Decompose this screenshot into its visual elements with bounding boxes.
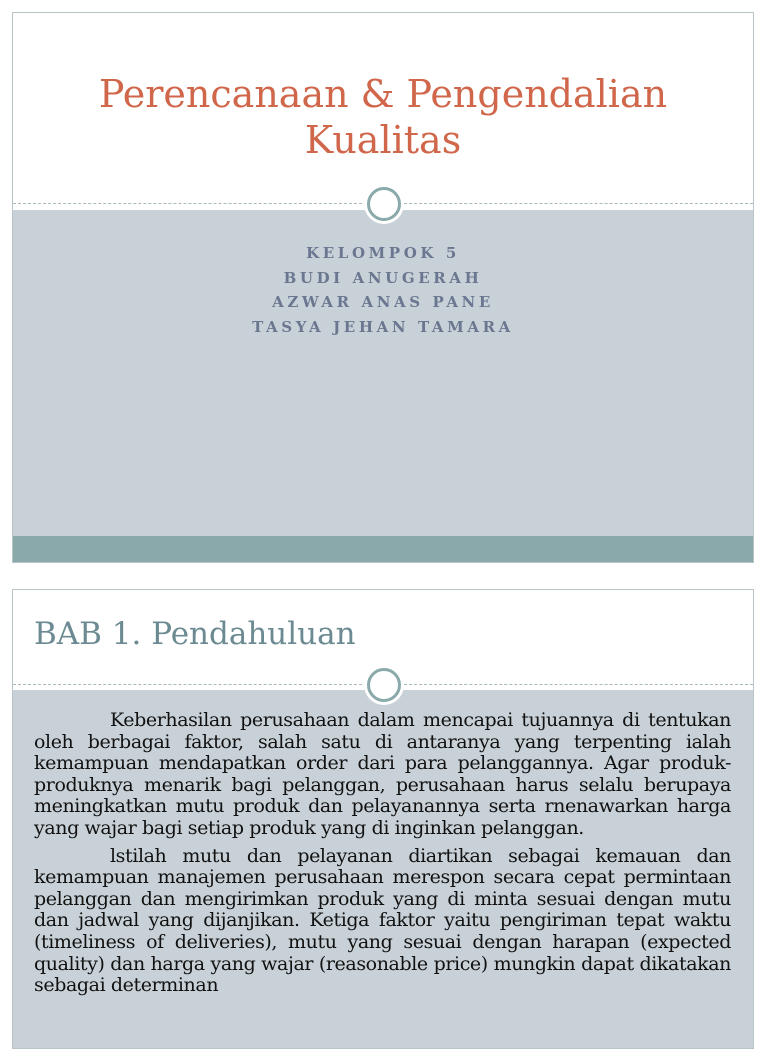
subtitle-member: AZWAR ANAS PANE (272, 293, 494, 311)
main-title-line-2: Kualitas (304, 118, 462, 162)
body-text (34, 710, 731, 1003)
subtitle-member: TASYA JEHAN TAMARA (252, 317, 514, 336)
content-slide (12, 589, 754, 1049)
paragraph: Keberhasilan perusahaan dalam mencapai tujuannya di tentukan oleh berbagai faktor, salah satu di antaranya yang terpenting ialah kemampuan mendapatkan order dari para pelanggannya. Agar produk-produknya menarik bagi pelanggan, perusahaan harus selalu berupaya meningkatkan mutu produk dan pelayanannya serta rnenawarkan harga yang wajar bagi setiap produk yang di inginkan pelanggan. (34, 709, 731, 839)
section-title: BAB 1. Pendahuluan (34, 616, 356, 652)
main-title-line-1: Perencanaan & Pengendalian (98, 72, 668, 116)
title-slide (12, 12, 754, 563)
circle-ornament-icon (367, 187, 401, 221)
subtitle-member: BUDI ANUGERAH (283, 268, 483, 287)
footer-bar (13, 536, 753, 562)
paragraph: lstilah mutu dan pelayanan diartikan sebagai kemauan dan kemampuan manajemen perusahaan merespon secara cepat permintaan pelanggan dan mengirimkan produk yang di minta sesuai dengan mutu dan jadwal yang dijanjikan. Ketiga faktor yaitu pengiriman tepat waktu (timeliness of deliveries), mutu yang sesuai dengan harapan (expected quality) dan harga yang wajar (reasonable price) mungkin dapat dikatakan sebagai determinan (34, 844, 731, 997)
main-title (13, 71, 753, 163)
subtitle-group: KELOMPOK 5 (306, 244, 460, 262)
title-area (13, 13, 753, 209)
circle-ornament-icon (367, 668, 401, 702)
subtitle-block (13, 241, 753, 339)
